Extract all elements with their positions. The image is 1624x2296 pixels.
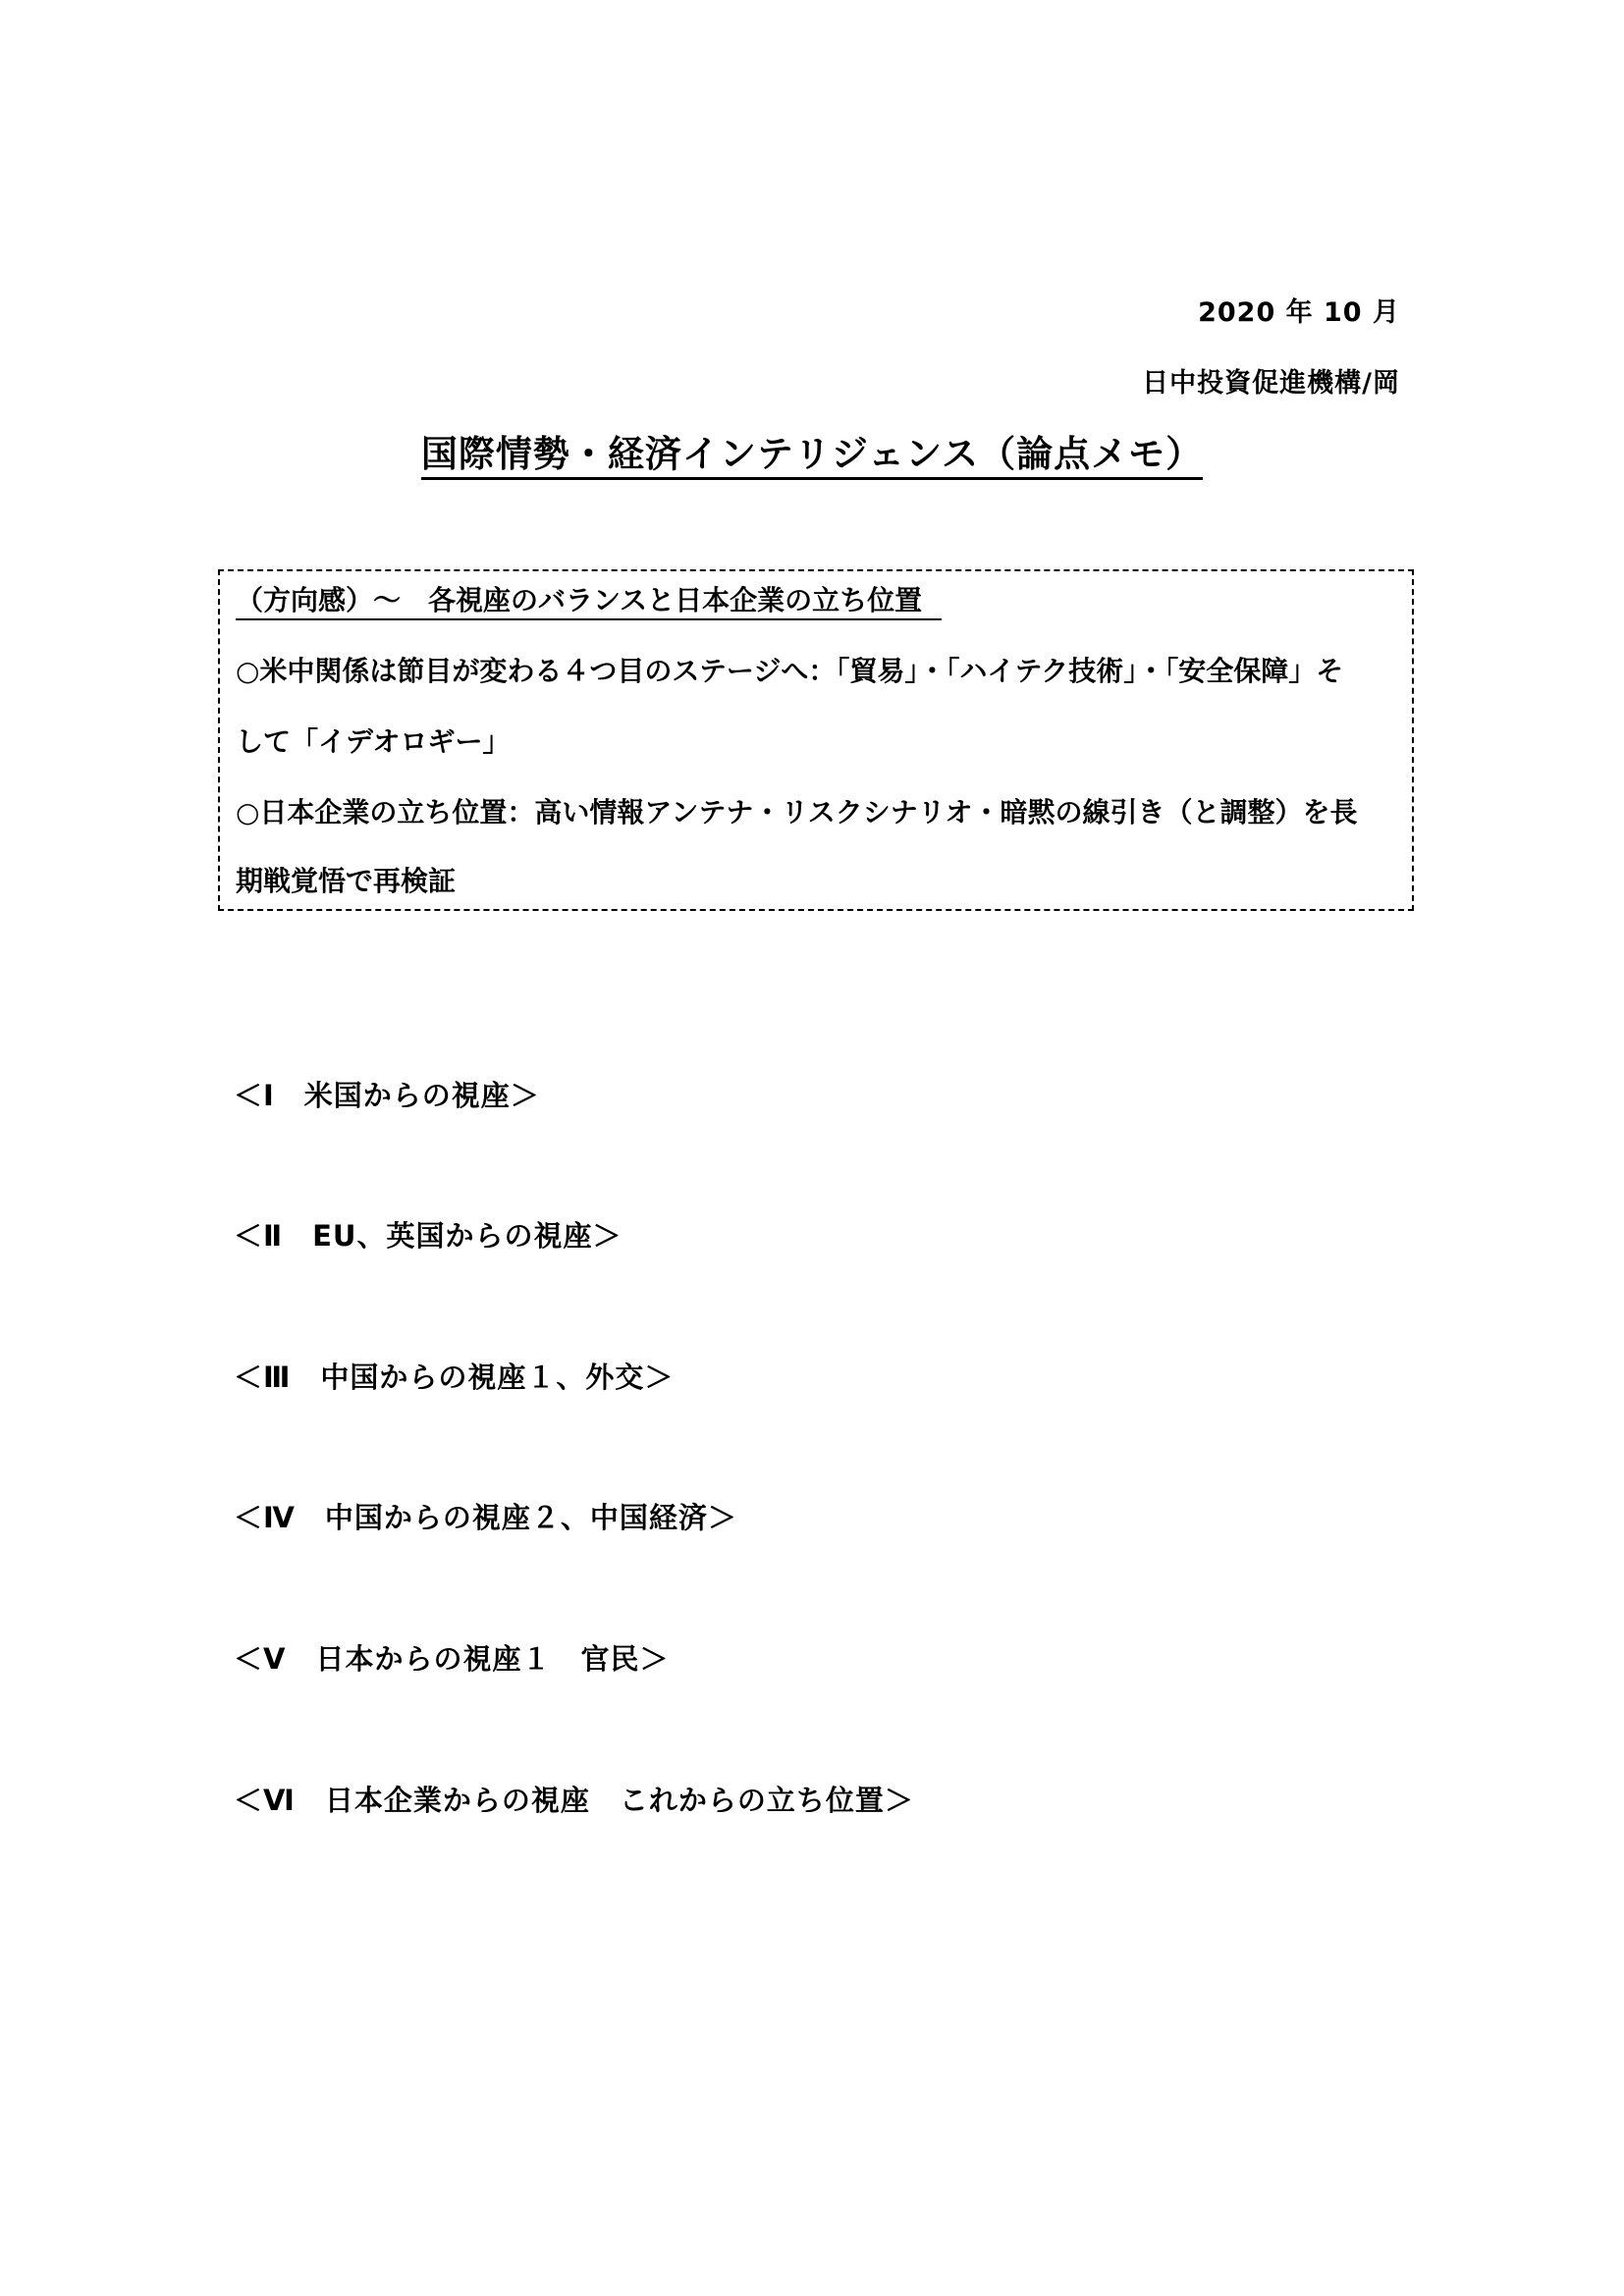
section-heading-1: ＜Ⅰ 米国からの視座＞ (234, 1079, 540, 1112)
section-heading-5: ＜Ⅴ 日本からの視座１ 官民＞ (234, 1642, 670, 1676)
document-author: 日中投資促進機構/岡 (1142, 368, 1400, 399)
summary-heading: （方向感）～ 各視座のバランスと日本企業の立ち位置 (236, 579, 942, 620)
summary-line-4: 期戦覚悟で再検証 (236, 865, 457, 897)
section-heading-6: ＜Ⅵ 日本企業からの視座 これからの立ち位置＞ (234, 1784, 914, 1817)
summary-box (218, 569, 1414, 911)
section-heading-3: ＜Ⅲ 中国からの視座１、外交＞ (234, 1361, 675, 1394)
summary-line-2: して「イデオロギー」 (236, 725, 511, 758)
summary-line-3: ○日本企業の立ち位置：高い情報アンテナ・リスクシナリオ・暗黙の線引き（と調整）を長 (236, 796, 1358, 828)
page-title-text: 国際情勢・経済インテリジェンス（論点メモ） (421, 433, 1203, 480)
page-title (0, 424, 1624, 477)
summary-line-1: ○米中関係は節目が変わる４つ目のステージへ：「貿易」・「ハイテク技術」・「安全保障」そ (236, 655, 1344, 687)
document-date: 2020 年 10 月 (1198, 297, 1400, 328)
section-heading-4: ＜Ⅳ 中国からの視座２、中国経済＞ (234, 1501, 737, 1534)
section-heading-2: ＜Ⅱ EU、英国からの視座＞ (234, 1219, 623, 1253)
